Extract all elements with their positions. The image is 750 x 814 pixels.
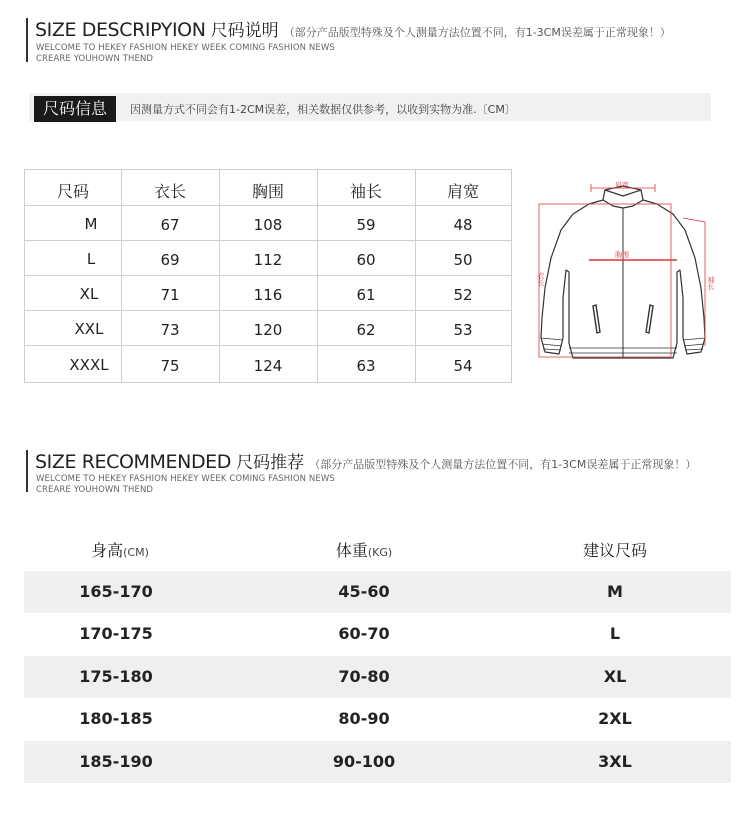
- table-cell: XXL: [74, 320, 104, 338]
- rec-cell-size: 2XL: [598, 709, 632, 728]
- info-tag: 尺码信息: [34, 96, 116, 122]
- rec-cell-height: 185-190: [79, 752, 153, 771]
- table-cell: 67: [160, 216, 180, 234]
- table-cell: 50: [453, 251, 473, 269]
- rec-cell-height: 180-185: [79, 709, 153, 728]
- table-row-divider: [25, 310, 511, 311]
- rec-cell-height: 170-175: [79, 624, 153, 643]
- rec-row: [24, 571, 731, 613]
- section1-subtitle-1: WELCOME TO HEKEY FASHION HEKEY WEEK COMING FASHION NEWS: [36, 43, 335, 53]
- table-row-divider: [25, 345, 511, 346]
- rec-header-height: 身高(CM): [91, 541, 149, 560]
- table-cell: 108: [253, 216, 283, 234]
- section2-title-en: SIZE RECOMMENDED: [35, 451, 232, 473]
- table-cell: 73: [160, 321, 180, 339]
- table-cell: M: [84, 215, 98, 233]
- table-cell: L: [86, 250, 96, 268]
- section1-title-en: SIZE DESCRIPYION: [35, 19, 206, 41]
- rec-cell-weight: 80-90: [338, 709, 390, 728]
- section2-subtitle-1: WELCOME TO HEKEY FASHION HEKEY WEEK COMING FASHION NEWS: [36, 474, 335, 484]
- table-header-shoulder: 肩宽: [446, 182, 479, 201]
- rec-row: [24, 698, 731, 740]
- table-cell: XXXL: [69, 356, 109, 374]
- rec-cell-size: XL: [603, 667, 627, 686]
- shoulder-label: 肩宽: [615, 181, 629, 189]
- section2-accent-bar: [26, 450, 28, 492]
- rec-cell-weight: 60-70: [338, 624, 390, 643]
- table-cell: 52: [453, 286, 473, 304]
- length-label-1: 衣长: [537, 272, 545, 286]
- section1-title-cn: 尺码说明: [210, 21, 279, 41]
- table-cell: 61: [356, 286, 376, 304]
- table-cell: 124: [253, 357, 283, 375]
- table-cell: 54: [453, 357, 473, 375]
- table-header-size: 尺码: [56, 182, 89, 201]
- rec-cell-size: L: [609, 624, 621, 643]
- table-header-sleeve: 袖长: [349, 182, 382, 201]
- rec-header-weight: 体重(KG): [335, 541, 393, 560]
- size-table: [24, 169, 512, 383]
- rec-cell-height: 175-180: [79, 667, 153, 686]
- table-cell: 62: [356, 321, 376, 339]
- table-row-divider: [25, 275, 511, 276]
- table-row-divider: [25, 240, 511, 241]
- table-cell: 75: [160, 357, 180, 375]
- rec-cell-weight: 70-80: [338, 667, 390, 686]
- rec-cell-weight: 90-100: [332, 752, 396, 771]
- table-row-divider: [25, 205, 511, 206]
- rec-header-size: 建议尺码: [582, 541, 647, 560]
- chest-label: 胸围: [615, 251, 629, 259]
- table-cell: 48: [453, 216, 473, 234]
- table-cell: 63: [356, 357, 376, 375]
- rec-row: [24, 656, 731, 698]
- section2-note: （部分产品版型特殊及个人测量方法位置不同，有1-3CM误差属于正常现象！）: [309, 458, 697, 471]
- info-text: 因测量方式不同会有1-2CM误差，相关数据仅供参考，以收到实物为准.〔CM〕: [130, 103, 516, 116]
- rec-cell-weight: 45-60: [338, 582, 390, 601]
- table-cell: 120: [253, 321, 283, 339]
- sleeve-label: 袖长: [707, 276, 715, 290]
- section2-subtitle-2: CREARE YOUHOWN THEND: [36, 485, 154, 495]
- rec-cell-size: 3XL: [598, 752, 632, 771]
- table-header-length: 衣长: [153, 182, 186, 201]
- section1-title: [35, 16, 671, 41]
- table-header-chest: 胸围: [251, 182, 284, 201]
- table-cell: 59: [356, 216, 376, 234]
- section1-note: （部分产品版型特殊及个人测量方法位置不同，有1-3CM误差属于正常现象！）: [283, 26, 671, 39]
- table-cell: 69: [160, 251, 180, 269]
- table-cell: 112: [253, 251, 283, 269]
- section1-accent-bar: [26, 18, 28, 62]
- table-cell: 53: [453, 321, 473, 339]
- rec-row: [24, 741, 731, 783]
- table-cell: 116: [253, 286, 283, 304]
- table-cell: 71: [160, 286, 180, 304]
- section2-title: [35, 448, 696, 473]
- rec-cell-height: 165-170: [79, 582, 153, 601]
- section2-title-cn: 尺码推荐: [236, 453, 305, 473]
- table-cell: 60: [356, 251, 376, 269]
- rec-row: [24, 613, 731, 655]
- section1-subtitle-2: CREARE YOUHOWN THEND: [36, 54, 154, 64]
- jacket-measurement-diagram: [533, 178, 729, 368]
- rec-cell-size: M: [607, 582, 623, 601]
- table-cell: XL: [79, 285, 99, 303]
